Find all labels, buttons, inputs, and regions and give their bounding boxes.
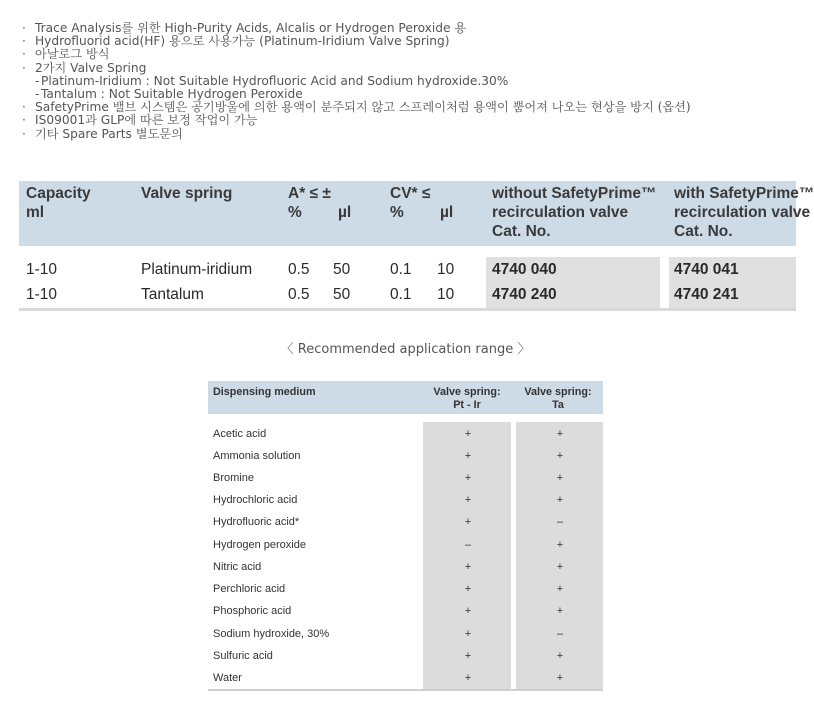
pt-ir-mark: +: [464, 605, 472, 617]
spec-table-bottom-border: [19, 308, 796, 311]
cell-cat-no-with: 4740 041: [674, 261, 739, 278]
header-dispensing-medium: Dispensing medium: [213, 386, 316, 398]
application-table: [208, 381, 603, 692]
ta-mark: +: [556, 494, 564, 506]
cell-capacity: 1-10: [26, 286, 58, 303]
application-range-caption: 〈 Recommended application range 〉: [280, 342, 531, 357]
cell-accuracy-ul: 50: [333, 286, 351, 303]
medium-label: Acetic acid: [213, 428, 267, 440]
ta-mark: +: [556, 650, 564, 662]
ta-mark: +: [556, 605, 564, 617]
header-accuracy-ul: µl: [338, 204, 352, 221]
pt-ir-mark: +: [464, 672, 472, 684]
medium-label: Perchloric acid: [213, 583, 286, 595]
feature-item: · 아날로그 방식: [22, 47, 110, 62]
medium-label: Hydrogen peroxide: [213, 539, 306, 551]
ta-mark: –: [556, 516, 564, 528]
medium-label: Ammonia solution: [213, 450, 301, 462]
ta-mark: +: [556, 583, 564, 595]
ta-mark: –: [556, 628, 564, 640]
pt-ir-mark: +: [464, 450, 472, 462]
cell-cat-no-with: 4740 241: [674, 286, 739, 303]
header-cv-ul: µl: [440, 204, 454, 221]
ta-mark: +: [556, 428, 564, 440]
cell-cv-pct: 0.1: [390, 261, 412, 278]
cell-cat-no-without: 4740 040: [492, 261, 557, 278]
ta-mark: +: [556, 539, 564, 551]
cell-capacity: 1-10: [26, 261, 58, 278]
medium-label: Sodium hydroxide, 30%: [213, 628, 330, 640]
feature-item: · 기타 Spare Parts 별도문의: [22, 126, 183, 141]
medium-label: Hydrochloric acid: [213, 494, 298, 506]
spec-table: [19, 181, 814, 311]
medium-label: Nitric acid: [213, 561, 262, 573]
application-table-bottom-border: [208, 689, 603, 691]
medium-label: Sulfuric acid: [213, 650, 273, 662]
feature-item: · Trace Analysis를 위한 High-Purity Acids, Alcalis or Hydrogen Peroxide 용: [22, 21, 467, 35]
header-without-safetyprime: without SafetyPrime™ recirculation valve Cat. No.: [492, 185, 657, 240]
ta-mark: +: [556, 450, 564, 462]
header-accuracy: A* ≤ ±: [288, 185, 331, 202]
feature-item: · IS09001과 GLP에 따른 보정 작업이 가능: [22, 113, 258, 128]
pt-ir-mark: +: [464, 472, 472, 484]
feature-subitem: - Tantalum : Not Suitable Hydrogen Peroxide: [35, 87, 303, 102]
medium-label: Hydrofluoric acid*: [213, 516, 300, 528]
pt-ir-mark: +: [464, 561, 472, 573]
header-cv-pct: %: [390, 204, 404, 221]
pt-ir-mark: +: [464, 650, 472, 662]
ta-mark: +: [556, 672, 564, 684]
medium-label: Water: [213, 672, 242, 684]
pt-ir-mark: +: [464, 494, 472, 506]
pt-ir-mark: +: [464, 583, 472, 595]
header-pt-ir: Valve spring: Pt - Ir: [433, 386, 501, 411]
ta-mark: +: [556, 561, 564, 573]
header-ta: Valve spring: Ta: [524, 386, 592, 411]
cell-cv-ul: 10: [437, 261, 455, 278]
feature-subitem: - Platinum-Iridium : Not Suitable Hydrofluoric Acid and Sodium hydroxide.30%: [35, 73, 509, 88]
feature-item: · 2가지 Valve Spring: [22, 60, 147, 75]
medium-label: Phosphoric acid: [213, 605, 292, 617]
header-valve-spring: Valve spring: [141, 185, 233, 202]
header-capacity: Capacity ml: [26, 185, 91, 221]
ta-mark: +: [556, 472, 564, 484]
pt-ir-mark: +: [464, 516, 472, 528]
feature-list: [22, 22, 802, 141]
cell-accuracy-ul: 50: [333, 261, 351, 278]
cell-cat-no-without: 4740 240: [492, 286, 557, 303]
header-cv: CV* ≤: [390, 185, 431, 202]
cell-cv-ul: 10: [437, 286, 455, 303]
cell-accuracy-pct: 0.5: [288, 261, 310, 278]
cell-valve-spring: Platinum-iridium: [141, 261, 253, 278]
cell-accuracy-pct: 0.5: [288, 286, 310, 303]
pt-ir-mark: +: [464, 628, 472, 640]
pt-ir-mark: +: [464, 428, 472, 440]
medium-label: Bromine: [213, 472, 254, 484]
cell-valve-spring: Tantalum: [141, 286, 204, 303]
header-with-safetyprime: with SafetyPrime™ recirculation valve Cat. No.: [674, 185, 814, 240]
feature-item: · SafetyPrime 밸브 시스템은 공기방울에 의한 용액이 분주되지 않고 스프레이처럼 용액이 뿜어져 나오는 현상을 방지 (옵션): [22, 100, 691, 115]
header-accuracy-pct: %: [288, 204, 302, 221]
pt-ir-mark: –: [464, 539, 472, 551]
cell-cv-pct: 0.1: [390, 286, 412, 303]
feature-item: · Hydrofluorid acid(HF) 용으로 사용가능 (Platinum-Iridium Valve Spring): [22, 34, 450, 49]
